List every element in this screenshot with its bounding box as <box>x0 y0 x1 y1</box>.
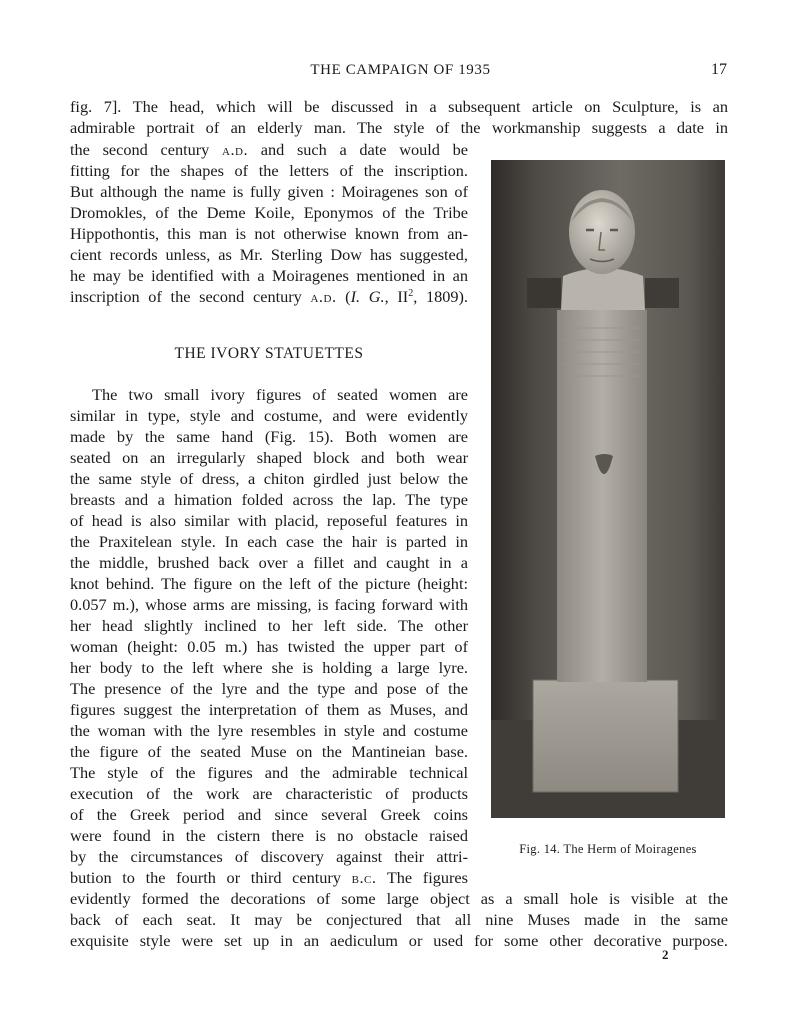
text-line: of the Greek period and since several Greek coins <box>70 805 468 824</box>
text-line: figures suggest the interpretation of them as Muses, and <box>70 700 468 719</box>
text-line: The style of the figures and the admirable technical <box>70 763 468 782</box>
text-line: the same style of dress, a chiton girdled just below the <box>70 469 468 488</box>
text-line: But although the name is fully given : Moiragenes son of <box>70 182 468 201</box>
text-line: the second century a.d. and such a date would be <box>70 140 468 159</box>
text-line: similar in type, style and costume, and were evidently <box>70 406 468 425</box>
text-line: fig. 7]. The head, which will be discussed in a subsequent article on Sculpture, is an <box>70 97 728 116</box>
text-line: breasts and a himation folded across the lap. The type <box>70 490 468 509</box>
text-line: Dromokles, of the Deme Koile, Eponymos of the Tribe <box>70 203 468 222</box>
text-line: were found in the cistern there is no obstacle raised <box>70 826 468 845</box>
text-line: back of each seat. It may be conjectured that all nine Muses made in the same <box>70 910 728 929</box>
text-line: seated on an irregularly shaped block and both wear <box>70 448 468 467</box>
herm-of-moiragenes-photo <box>491 160 725 818</box>
section-heading: THE IVORY STATUETTES <box>174 345 364 362</box>
text-line: he may be identified with a Moiragenes mentioned in an <box>70 266 468 285</box>
text-line: the Praxitelean style. In each case the hair is parted in <box>70 532 468 551</box>
page-number: 17 <box>711 61 727 78</box>
text-line: The two small ivory figures of seated women are <box>92 385 468 404</box>
text-line: her body to the left where she is holding a large lyre. <box>70 658 468 677</box>
text-line: knot behind. The figure on the left of the picture (height: <box>70 574 468 593</box>
text-line: admirable portrait of an elderly man. The style of the workmanship suggests a date in <box>70 118 728 137</box>
figure-caption: Fig. 14. The Herm of Moiragenes <box>519 842 697 856</box>
text-line: of head is also similar with placid, reposeful features in <box>70 511 468 530</box>
text-line: inscription of the second century a.d. (I. G., $II^2$, 1809). <box>70 287 468 306</box>
text-line: Hippothontis, this man is not otherwise known from an- <box>70 224 468 243</box>
text-line: by the circumstances of discovery against their attri- <box>70 847 468 866</box>
text-line: execution of the work are characteristic of products <box>70 784 468 803</box>
text-line: the middle, brushed back over a fillet and caught in a <box>70 553 468 572</box>
text-line: fitting for the shapes of the letters of the inscription. <box>70 161 468 180</box>
text-line: exquisite style were set up in an aediculum or used for some other decorative purpose. <box>70 931 728 950</box>
running-header-title: THE CAMPAIGN OF 1935 <box>310 62 491 78</box>
text-line: made by the same hand (Fig. 15). Both women are <box>70 427 468 446</box>
text-line: 0.057 m.), whose arms are missing, is facing forward with <box>70 595 468 614</box>
text-line: the figure of the seated Muse on the Mantineian base. <box>70 742 468 761</box>
signature-mark: 2 <box>662 947 669 962</box>
text-line: bution to the fourth or third century b.c. The figures <box>70 868 468 887</box>
text-line: cient records unless, as Mr. Sterling Dow has suggested, <box>70 245 468 264</box>
text-line: evidently formed the decorations of some large object as a small hole is visible at the <box>70 889 728 908</box>
text-line: woman (height: 0.05 m.) has twisted the upper part of <box>70 637 468 656</box>
text-line: The presence of the lyre and the type and pose of the <box>70 679 468 698</box>
text-line: her head slightly inclined to her left side. The other <box>70 616 468 635</box>
text-line: the woman with the lyre resembles in style and costume <box>70 721 468 740</box>
